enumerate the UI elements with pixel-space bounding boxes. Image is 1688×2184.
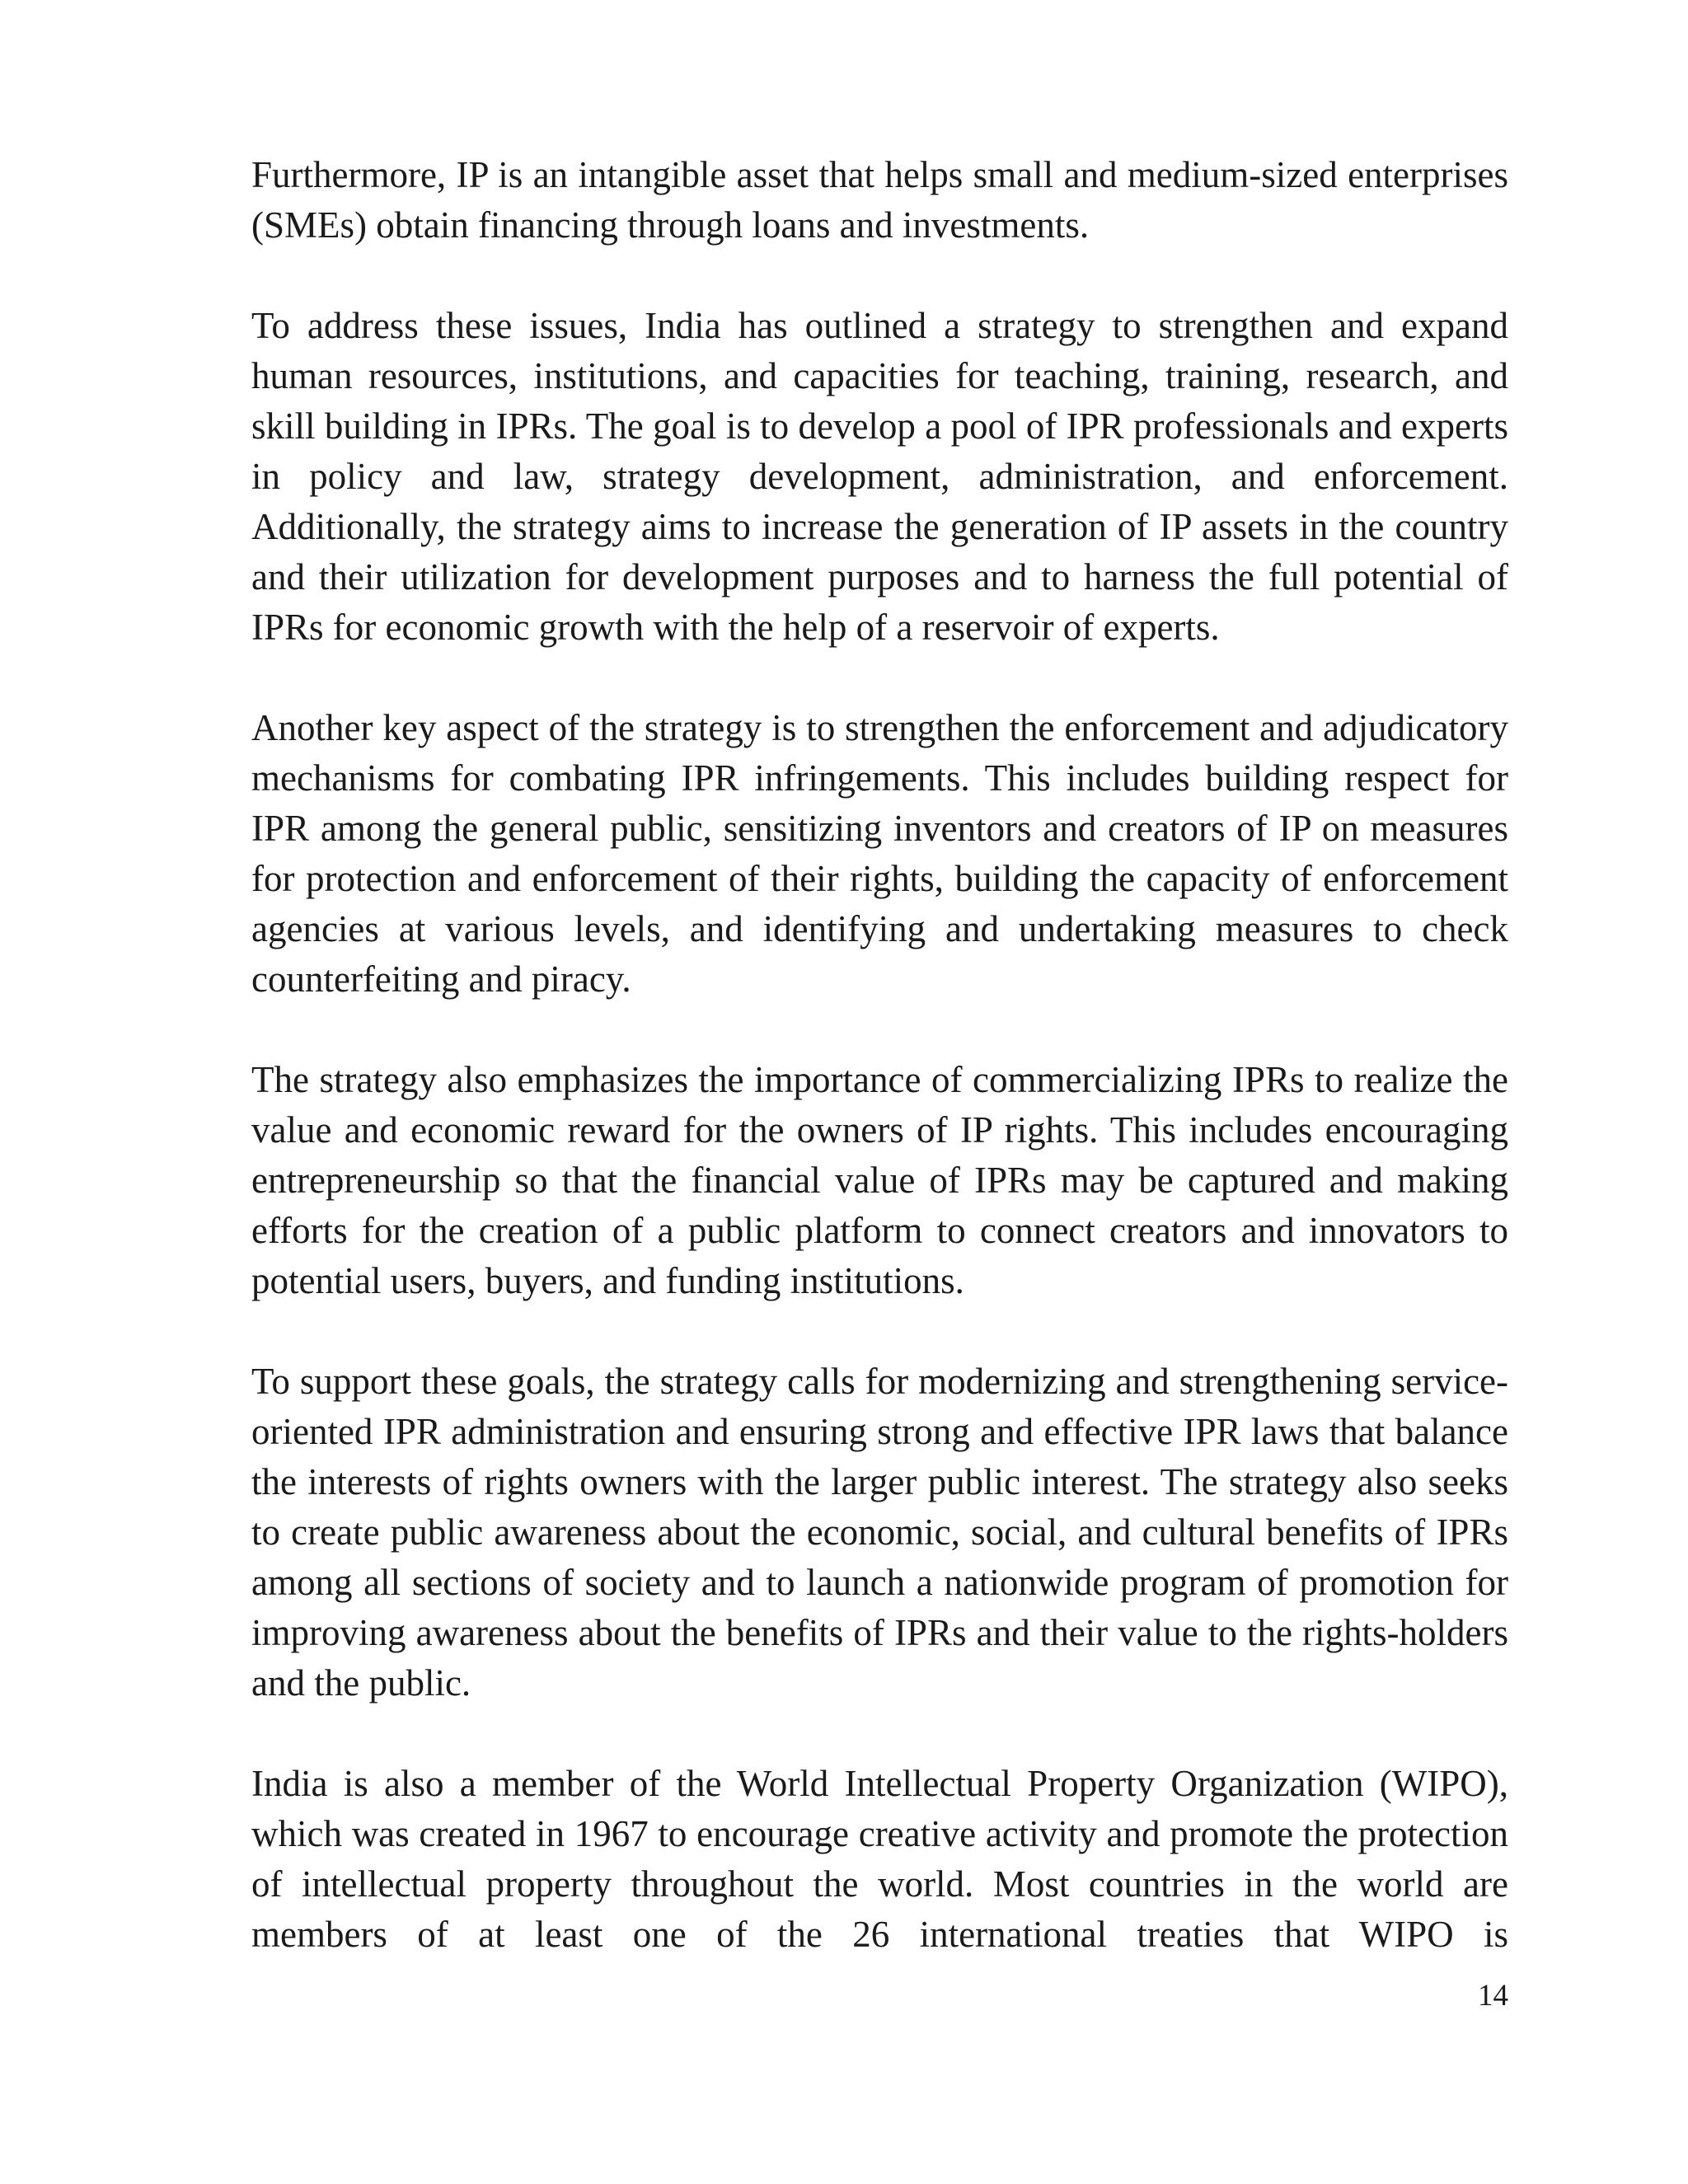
paragraph-sme-financing: Furthermore, IP is an intangible asset that helps small and medium-sized enterprises (SMEs) obtain financing through loans and investments. xyxy=(251,154,1508,246)
page-number: 14 xyxy=(1478,1979,1508,2013)
paragraph-commercialization: The strategy also emphasizes the importance of commercializing IPRs to realize the value and economic reward for the owners of IP rights. This includes encouraging entrepreneurship so that the financial value of IPRs may be captured and making efforts for the creation of a public platform to connect creators and innovators to potential users, buyers, and funding institutions. xyxy=(251,1059,1508,1301)
paragraph-enforcement: Another key aspect of the strategy is to strengthen the enforcement and adjudicatory mechanisms for combating IPR infringements. This includes building respect for IPR among the general public, sensitizing inventors and creators of IP on measures for protection and enforcement of their rights, building the capacity of enforcement agencies at various levels, and identifying and undertaking measures to check counterfeiting and piracy. xyxy=(251,707,1508,1000)
paragraph-wipo: India is also a member of the World Intellectual Property Organization (WIPO), which was created in 1967 to encourage creative activity and promote the protection of intellectual property throughout the world. Most countries in the world are members of at least one of the 26 international treaties that WIPO is xyxy=(251,1763,1508,1955)
paragraph-human-resources-strategy: To address these issues, India has outlined a strategy to strengthen and expand human resources, institutions, and capacities for teaching, training, research, and skill building in IPRs. The goal is to develop a pool of IPR professionals and experts in policy and law, strategy development, administration, and enforcement. Additionally, the strategy aims to increase the generation of IP assets in the country and their utilization for development purposes and to harness the full potential of IPRs for economic growth with the help of a reservoir of experts. xyxy=(251,305,1508,648)
body-text xyxy=(251,150,1508,1960)
paragraph-administration-awareness: To support these goals, the strategy calls for modernizing and strengthening service-oriented IPR administration and ensuring strong and effective IPR laws that balance the interests of rights owners with the larger public interest. The strategy also seeks to create public awareness about the economic, social, and cultural benefits of IPRs among all sections of society and to launch a nationwide program of promotion for improving awareness about the benefits of IPRs and their value to the rights-holders and the public. xyxy=(251,1361,1508,1704)
